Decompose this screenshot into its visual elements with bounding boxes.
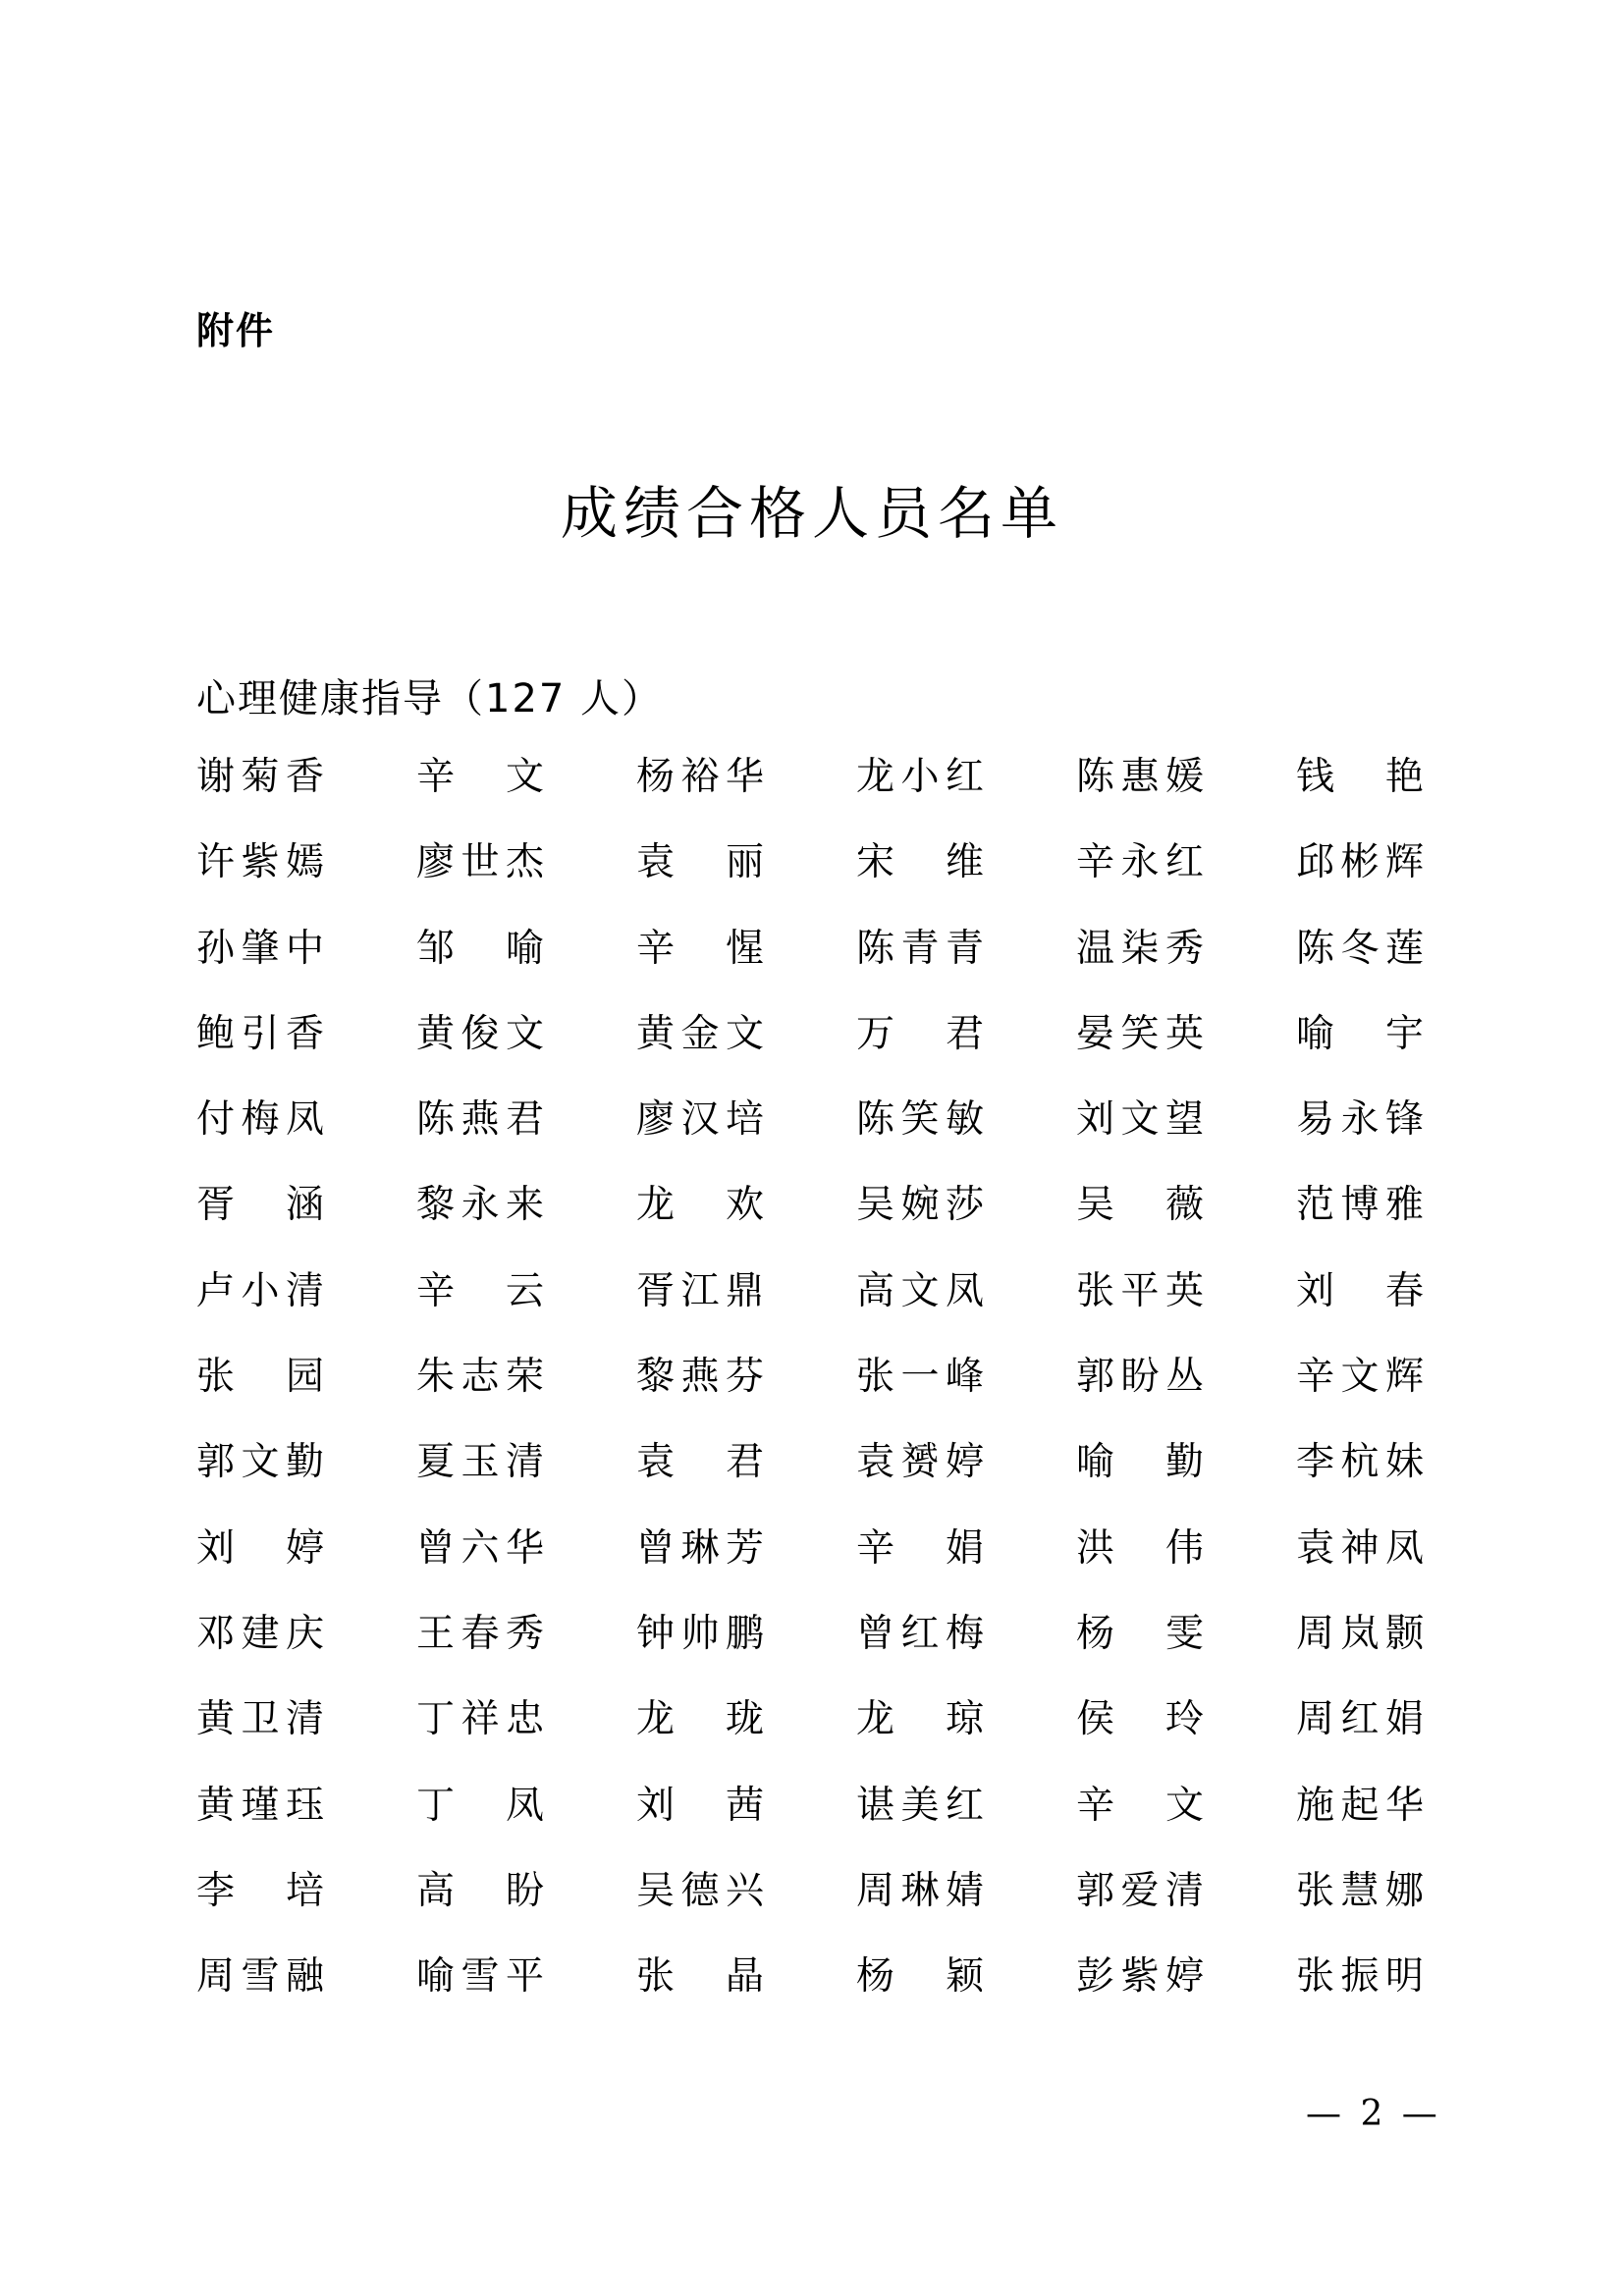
name-entry: 周岚颢 xyxy=(1296,1611,1424,1656)
name-entry: 谌美红 xyxy=(856,1783,984,1828)
name-entry: 龙 珑 xyxy=(636,1697,764,1742)
name-entry: 郭文勤 xyxy=(196,1440,324,1485)
name-entry: 陈惠媛 xyxy=(1076,755,1204,799)
name-entry: 卢小清 xyxy=(196,1268,324,1313)
name-entry: 张一峰 xyxy=(856,1355,984,1400)
name-entry: 喻 宇 xyxy=(1296,1011,1424,1056)
name-entry: 曾琳芳 xyxy=(636,1525,764,1571)
name-entry: 高文凤 xyxy=(856,1268,984,1313)
name-entry: 廖世杰 xyxy=(416,840,544,885)
name-entry: 万 君 xyxy=(856,1011,984,1056)
name-entry: 黄卫清 xyxy=(196,1697,324,1742)
name-entry: 龙小红 xyxy=(856,755,984,799)
name-entry: 王春秀 xyxy=(416,1611,544,1656)
section-heading: 心理健康指导（127 人） xyxy=(196,676,664,721)
name-entry: 杨裕华 xyxy=(636,755,764,799)
page-number: — 2 — xyxy=(1306,2094,1441,2134)
name-entry: 黄瑾珏 xyxy=(196,1783,324,1828)
name-entry: 刘 婷 xyxy=(196,1525,324,1571)
name-entry: 喻 勤 xyxy=(1076,1440,1204,1485)
name-entry: 袁神凤 xyxy=(1296,1525,1424,1571)
name-entry: 孙肇中 xyxy=(196,926,324,971)
name-entry: 辛 娟 xyxy=(856,1525,984,1571)
name-entry: 夏玉清 xyxy=(416,1440,544,1485)
name-entry: 张慧娜 xyxy=(1296,1868,1424,1913)
name-entry: 袁 丽 xyxy=(636,840,764,885)
name-entry: 邹 喻 xyxy=(416,926,544,971)
name-entry: 鲍引香 xyxy=(196,1011,324,1056)
name-entry: 朱志荣 xyxy=(416,1355,544,1400)
name-entry: 李 培 xyxy=(196,1868,324,1913)
name-entry: 张 晶 xyxy=(636,1954,764,2000)
name-entry: 龙 欢 xyxy=(636,1183,764,1228)
name-entry: 陈燕君 xyxy=(416,1097,544,1143)
name-entry: 温柒秀 xyxy=(1076,926,1204,971)
name-entry: 辛 文 xyxy=(416,755,544,799)
name-entry: 黎燕芬 xyxy=(636,1355,764,1400)
name-entry: 黄金文 xyxy=(636,1011,764,1056)
name-entry: 黎永来 xyxy=(416,1183,544,1228)
name-entry: 晏笑英 xyxy=(1076,1011,1204,1056)
name-entry: 钟帅鹏 xyxy=(636,1611,764,1656)
name-entry: 易永锋 xyxy=(1296,1097,1424,1143)
name-entry: 许紫嫣 xyxy=(196,840,324,885)
name-entry: 钱 艳 xyxy=(1296,755,1424,799)
name-entry: 胥 涵 xyxy=(196,1183,324,1228)
name-entry: 曾红梅 xyxy=(856,1611,984,1656)
name-entry: 宋 维 xyxy=(856,840,984,885)
name-entry: 高 盼 xyxy=(416,1868,544,1913)
name-entry: 陈笑敏 xyxy=(856,1097,984,1143)
name-entry: 张平英 xyxy=(1076,1268,1204,1313)
name-entry: 刘文望 xyxy=(1076,1097,1204,1143)
name-entry: 袁 君 xyxy=(636,1440,764,1485)
name-entry: 辛文辉 xyxy=(1296,1355,1424,1400)
name-entry: 廖汉培 xyxy=(636,1097,764,1143)
name-entry: 黄俊文 xyxy=(416,1011,544,1056)
name-entry: 胥江鼎 xyxy=(636,1268,764,1313)
name-entry: 辛 惺 xyxy=(636,926,764,971)
name-entry: 邱彬辉 xyxy=(1296,840,1424,885)
name-entry: 郭爱清 xyxy=(1076,1868,1204,1913)
name-entry: 辛 云 xyxy=(416,1268,544,1313)
name-entry: 辛永红 xyxy=(1076,840,1204,885)
name-entry: 龙 琼 xyxy=(856,1697,984,1742)
name-entry: 郭盼丛 xyxy=(1076,1355,1204,1400)
name-entry: 刘 茜 xyxy=(636,1783,764,1828)
name-entry: 丁祥忠 xyxy=(416,1697,544,1742)
name-entry: 邓建庆 xyxy=(196,1611,324,1656)
name-entry: 吴婉莎 xyxy=(856,1183,984,1228)
name-entry: 杨 颖 xyxy=(856,1954,984,2000)
name-entry: 周琳婧 xyxy=(856,1868,984,1913)
name-entry: 袁赟婷 xyxy=(856,1440,984,1485)
name-entry: 彭紫婷 xyxy=(1076,1954,1204,2000)
name-entry: 侯 玲 xyxy=(1076,1697,1204,1742)
name-list xyxy=(196,751,1424,2036)
name-entry: 吴德兴 xyxy=(636,1868,764,1913)
name-entry: 吴 薇 xyxy=(1076,1183,1204,1228)
document-title: 成绩合格人员名单 xyxy=(560,480,1063,547)
name-entry: 李杭妹 xyxy=(1296,1440,1424,1485)
name-entry: 曾六华 xyxy=(416,1525,544,1571)
name-entry: 陈冬莲 xyxy=(1296,926,1424,971)
name-entry: 张 园 xyxy=(196,1355,324,1400)
name-entry: 丁 凤 xyxy=(416,1783,544,1828)
attachment-label: 附件 xyxy=(196,309,276,352)
name-entry: 周红娟 xyxy=(1296,1697,1424,1742)
name-entry: 张振明 xyxy=(1296,1954,1424,2000)
name-entry: 刘 春 xyxy=(1296,1268,1424,1313)
name-entry: 洪 伟 xyxy=(1076,1525,1204,1571)
name-entry: 喻雪平 xyxy=(416,1954,544,2000)
name-entry: 周雪融 xyxy=(196,1954,324,2000)
name-entry: 范博雅 xyxy=(1296,1183,1424,1228)
name-entry: 辛 文 xyxy=(1076,1783,1204,1828)
name-entry: 陈青青 xyxy=(856,926,984,971)
name-entry: 付梅凤 xyxy=(196,1097,324,1143)
name-entry: 施起华 xyxy=(1296,1783,1424,1828)
name-entry: 杨 雯 xyxy=(1076,1611,1204,1656)
name-entry: 谢菊香 xyxy=(196,755,324,799)
